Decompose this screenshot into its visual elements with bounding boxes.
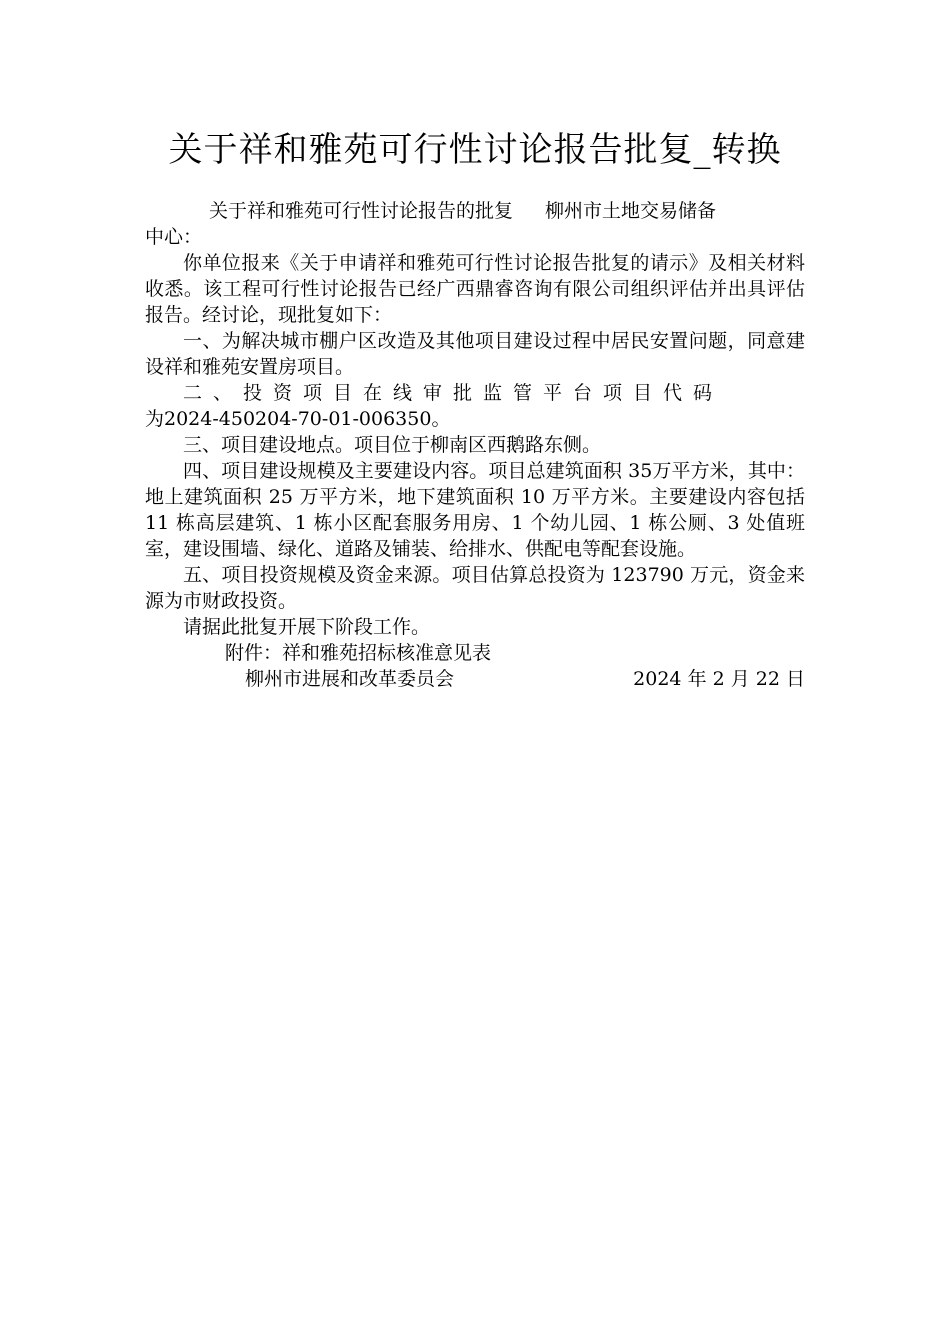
approval-heading: 关于祥和雅苑可行性讨论报告的批复: [209, 200, 514, 222]
item-5-paragraph: 五、项目投资规模及资金来源。项目估算总投资为 123790 万元，资金来源为市财政投资。: [145, 564, 805, 612]
closing-paragraph: 请据此批复开展下阶段工作。: [183, 616, 431, 638]
attachment-line: 附件：祥和雅苑招标核准意见表: [225, 642, 492, 664]
item-3-paragraph: 三、项目建设地点。项目位于柳南区西鹅路东侧。: [183, 434, 602, 456]
heading-line: [145, 198, 805, 224]
item-2-paragraph: [145, 380, 805, 432]
issue-date: 2024 年 2 月 22 日: [633, 668, 805, 690]
recipient-org: 柳州市土地交易储备: [545, 200, 717, 222]
item-4-paragraph: 四、项目建设规模及主要建设内容。项目总建筑面积 35万平方米，其中：地上建筑面积 25 万平方米，地下建筑面积 10 万平方米。主要建设内容包括 11 栋高层建筑、1 栋小区配套服务用房、1 个幼儿园、1 栋公厕、3 处值班室，建设围墙、绿化、道路及铺装、给排水、供配电等配套设施。: [145, 460, 805, 560]
project-code: 为2024-450204-70-01-006350。: [145, 408, 451, 430]
item-1-paragraph: 一、为解决城市棚户区改造及其他项目建设过程中居民安置问题，同意建设祥和雅苑安置房项目。: [145, 330, 805, 378]
signature-line: [145, 666, 805, 692]
recipient-continued: 中心：: [145, 226, 203, 248]
issuer-name: 柳州市进展和改革委员会: [245, 668, 455, 690]
intro-paragraph: 你单位报来《关于申请祥和雅苑可行性讨论报告批复的请示》及相关材料收悉。该工程可行性讨论报告已经广西鼎睿咨询有限公司组织评估并出具评估报告。经讨论，现批复如下：: [145, 252, 805, 326]
item-2-heading: 二、投资项目在线审批监管平台项目代码: [183, 382, 724, 404]
document-title: 关于祥和雅苑可行性讨论报告批复_转换: [168, 130, 782, 170]
document-body: [145, 198, 805, 692]
